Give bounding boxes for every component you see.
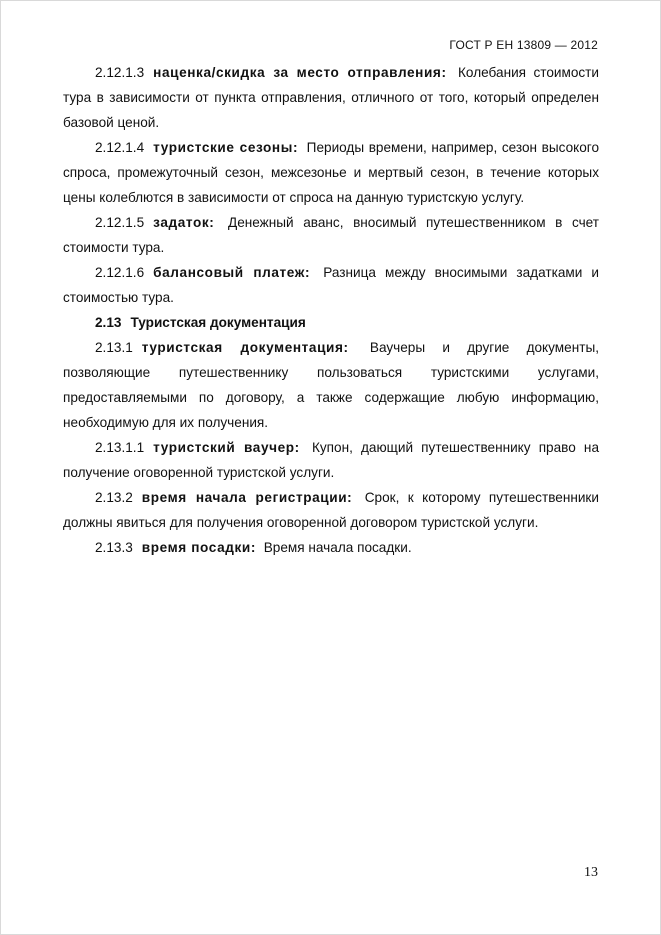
term-definition-2-13-2	[63, 485, 599, 535]
term-definition-2-12-1-4	[63, 135, 599, 210]
clause-number: 2.13.2	[95, 490, 133, 505]
term-name: задаток:	[153, 215, 215, 230]
clause-number: 2.13.1.1	[95, 440, 145, 455]
section-heading-2-13	[63, 310, 599, 335]
term-definition-2-12-1-3	[63, 60, 599, 135]
clause-number: 2.13	[95, 315, 122, 330]
clause-number: 2.12.1.4	[95, 140, 145, 155]
term-name: время посадки:	[141, 540, 256, 555]
clause-number: 2.12.1.6	[95, 265, 145, 280]
term-text: Ваучеры и другие документы, позволяющие путешественнику пользоваться туристскими услугами, предоставляемыми по договору, а также содержащие любую информацию, необходимую для их получения.	[63, 340, 599, 430]
clause-number: 2.12.1.5	[95, 215, 145, 230]
document-body	[63, 60, 599, 560]
term-definition-2-13-3	[63, 535, 599, 560]
term-definition-2-13-1-1	[63, 435, 599, 485]
term-text: Периоды времени, например, сезон высокого спроса, промежуточный сезон, межсезонье и мертвый сезон, в течение которых цены колеблются в зависимости от спроса на данную туристскую услугу.	[63, 140, 600, 205]
term-name: балансовый платеж:	[153, 265, 311, 280]
term-name: туристская документация:	[141, 340, 349, 355]
term-name: наценка/скидка за место отправления:	[153, 65, 447, 80]
term-definition-2-12-1-6	[63, 260, 599, 310]
clause-number: 2.12.1.3	[95, 65, 145, 80]
term-text: Денежный аванс, вносимый путешественником в счет стоимости тура.	[63, 215, 600, 255]
term-text: Срок, к которому путешественники должны явиться для получения оговоренной договором туристской услуги.	[63, 490, 599, 530]
term-name: время начала регистрации:	[141, 490, 353, 505]
document-code: ГОСТ Р ЕН 13809 — 2012	[449, 38, 598, 52]
term-text: Купон, дающий путешественнику право на получение оговоренной туристской услуги.	[63, 440, 600, 480]
clause-number: 2.13.3	[95, 540, 133, 555]
term-text: Колебания стоимости тура в зависимости от пункта отправления, отличного от того, который определен базовой ценой.	[63, 65, 599, 130]
term-text: Время начала посадки.	[263, 540, 412, 555]
page-number: 13	[584, 865, 598, 880]
term-name: туристский ваучер:	[153, 440, 300, 455]
term-definition-2-12-1-5	[63, 210, 599, 260]
section-title: Туристская документация	[130, 315, 306, 330]
term-definition-2-13-1	[63, 335, 599, 435]
term-name: туристские сезоны:	[153, 140, 299, 155]
term-text: Разница между вносимыми задатками и стоимостью тура.	[63, 265, 599, 305]
clause-number: 2.13.1	[95, 340, 133, 355]
